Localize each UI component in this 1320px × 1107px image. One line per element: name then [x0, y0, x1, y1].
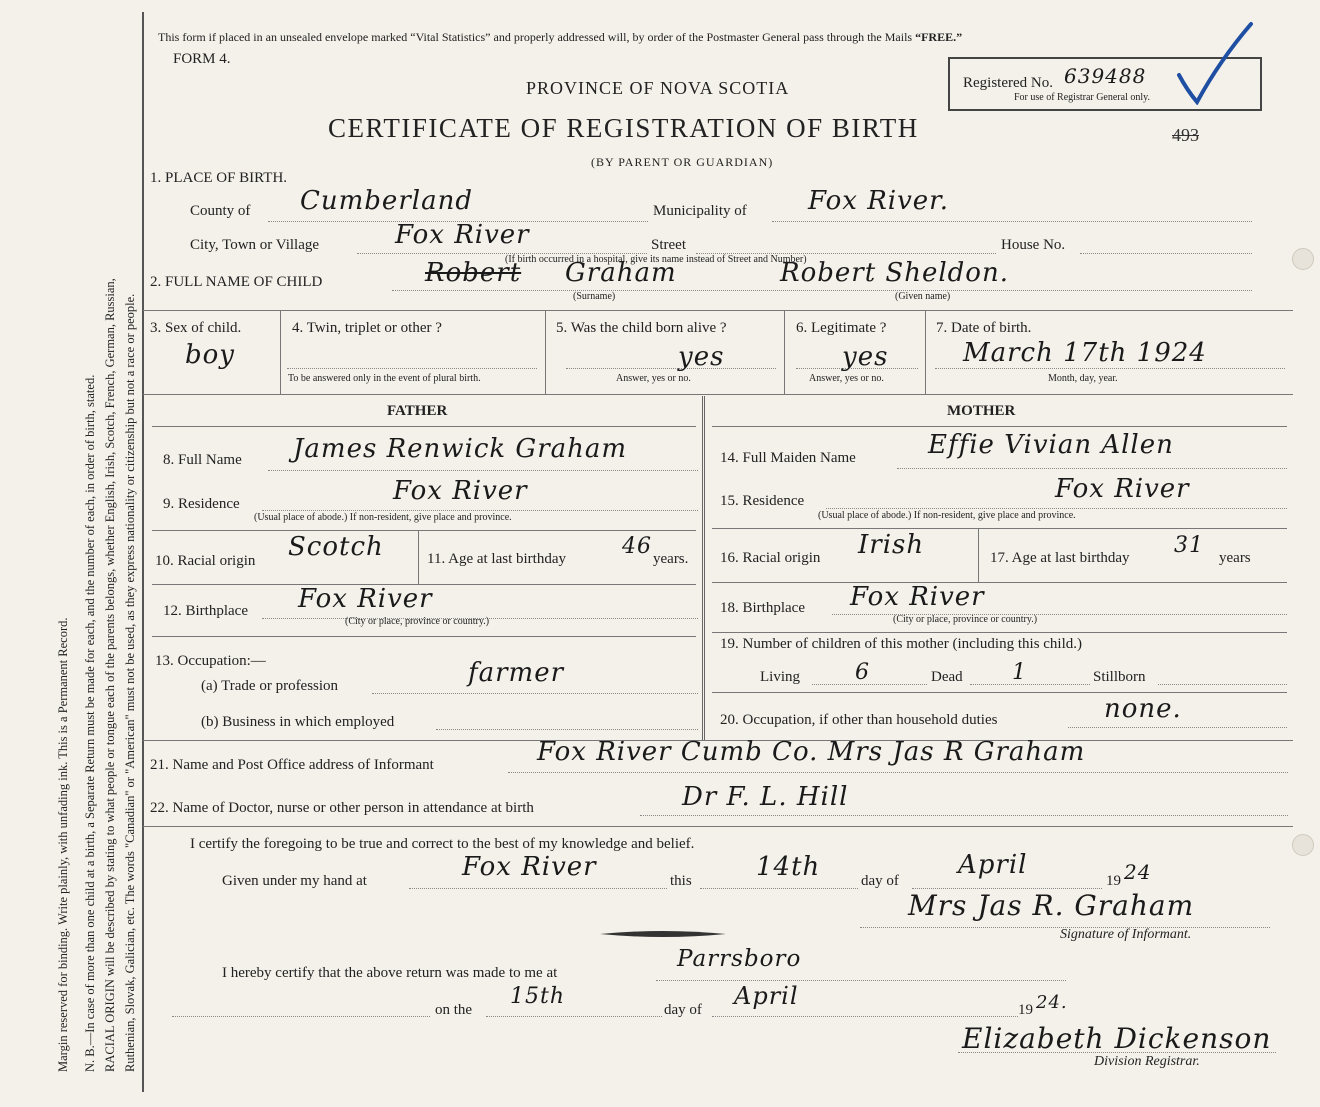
registrar-lead-line [172, 1016, 430, 1017]
given-day-line [700, 888, 858, 889]
certificate-title: CERTIFICATE OF REGISTRATION OF BIRTH [328, 113, 919, 143]
registrar-day-of-label: day of [664, 1002, 702, 1018]
binding-hole-bottom [1292, 834, 1314, 856]
row3-divider-1 [280, 310, 281, 394]
mother-rule-2 [712, 528, 1287, 529]
twin-line [287, 368, 537, 369]
given-day-value: 14th [756, 852, 821, 882]
row3-top-rule [143, 310, 1293, 311]
mother-name-value: Effie Vivian Allen [928, 430, 1174, 460]
given-day-of-label: day of [861, 873, 899, 889]
father-name-line [268, 470, 698, 471]
mother-birthplace-note: (City or place, province or country.) [893, 614, 1038, 625]
mother-name-label: 14. Full Maiden Name [720, 450, 856, 466]
alive-label: 5. Was the child born alive ? [556, 320, 727, 336]
mother-residence-line [826, 508, 1287, 509]
father-occupation-label: 13. Occupation:— [155, 653, 266, 669]
municipality-label: Municipality of [653, 203, 747, 219]
father-name-value: James Renwick Graham [293, 434, 628, 464]
margin-note-line4: Ruthenian, Slovak, Galician, etc. The words "Canadian" or "American" must not be used, as they express nationality or citizenship but not a race or people. [123, 293, 137, 1072]
father-residence-label: 9. Residence [163, 496, 240, 512]
certificate-subtitle: (BY PARENT OR GUARDIAN) [591, 155, 774, 169]
margin-rule [142, 12, 144, 1092]
mother-racial-divider [978, 528, 979, 582]
margin-note-line1: Margin reserved for binding. Write plainly, with unfading ink. This is a Permanent Record. [56, 617, 70, 1072]
father-racial-label: 10. Racial origin [155, 553, 256, 569]
informant-line [508, 772, 1288, 773]
municipality-value: Fox River. [808, 186, 950, 216]
alive-value: yes [678, 342, 725, 372]
dead-value: 1 [1012, 660, 1027, 685]
alive-note: Answer, yes or no. [616, 373, 691, 384]
registrar-day-value: 15th [510, 984, 566, 1009]
mother-residence-value: Fox River [1055, 474, 1190, 504]
father-age-value: 46 [622, 534, 652, 559]
registrar-note: For use of Registrar General only. [1014, 92, 1150, 103]
father-age-unit: years. [653, 551, 689, 567]
living-value: 6 [855, 660, 870, 685]
mother-rule-4 [712, 632, 1287, 633]
registered-label: Registered No. [963, 75, 1053, 91]
mother-rule-1 [712, 426, 1287, 427]
given-year-prefix: 19 [1106, 873, 1121, 889]
mother-heading: MOTHER [947, 403, 1016, 419]
father-residence-line [262, 510, 698, 511]
sex-label: 3. Sex of child. [150, 320, 242, 336]
dead-line [970, 684, 1090, 685]
municipality-line [772, 221, 1252, 222]
legit-note: Answer, yes or no. [809, 373, 884, 384]
father-trade-line [372, 693, 698, 694]
informant-signature: Mrs Jas R. Graham [908, 889, 1195, 922]
row3-divider-4 [925, 310, 926, 394]
row3-divider-3 [784, 310, 785, 394]
dead-label: Dead [931, 669, 963, 685]
house-label: House No. [1001, 237, 1066, 253]
father-heading: FATHER [387, 403, 448, 419]
city-value: Fox River [395, 220, 530, 250]
province-heading: PROVINCE OF NOVA SCOTIA [526, 78, 790, 98]
registrar-statement: I hereby certify that the above return was made to me at [222, 965, 558, 981]
father-trade-value: farmer [468, 658, 565, 688]
form-number: FORM 4. [173, 51, 231, 67]
postal-notice: This form if placed in an unsealed envelope marked “Vital Statistics” and properly addressed will, by order of the Postmaster General pass through the Mails “FREE.” [158, 30, 963, 44]
given-place-line [409, 888, 667, 889]
stillborn-label: Stillborn [1093, 669, 1146, 685]
father-rule-1 [152, 426, 696, 427]
registrar-signature-line [958, 1052, 1276, 1053]
mother-birthplace-value: Fox River [850, 582, 985, 612]
father-rule-2 [152, 530, 696, 531]
row3-divider-2 [545, 310, 546, 394]
child-given-value: Robert Sheldon. [780, 258, 1009, 288]
doctor-line [640, 815, 1288, 816]
mother-age-label: 17. Age at last birthday [990, 550, 1130, 566]
legit-line [796, 368, 918, 369]
hospital-note: (If birth occurred in a hospital, give its name instead of Street and Number) [505, 254, 807, 265]
flourish-rule [598, 926, 728, 942]
registrar-month-line [712, 1016, 1018, 1017]
given-label: Given under my hand at [222, 873, 367, 889]
registered-value: 639488 [1064, 64, 1147, 88]
mother-age-value: 31 [1174, 533, 1204, 558]
surname-caption: (Surname) [573, 291, 616, 302]
mother-racial-label: 16. Racial origin [720, 550, 821, 566]
given-year-value: 24 [1124, 860, 1152, 884]
given-caption: (Given name) [895, 291, 951, 302]
father-birthplace-label: 12. Birthplace [163, 603, 248, 619]
father-rule-4 [152, 636, 696, 637]
father-birthplace-note: (City or place, province or country.) [345, 616, 490, 627]
living-label: Living [760, 669, 800, 685]
mother-racial-value: Irish [858, 530, 925, 560]
child-name-label: 2. FULL NAME OF CHILD [150, 274, 323, 290]
registrar-year-prefix: 19 [1018, 1002, 1033, 1018]
parents-divider [702, 396, 705, 740]
father-abode-note: (Usual place of abode.) If non-resident, give place and province. [254, 512, 512, 523]
certify-top-rule [143, 826, 1293, 827]
checkmark-icon [1175, 20, 1255, 105]
mother-age-unit: years [1219, 550, 1251, 566]
margin-note-line2: N. B.—In case of more than one child at a birth, a Separate Return must be made for each, and the number of each, in order of birth, stated. [83, 374, 97, 1072]
doctor-value: Dr F. L. Hill [682, 782, 849, 812]
informant-value: Fox River Cumb Co. Mrs Jas R Graham [537, 737, 1086, 767]
struck-number: 493 [1172, 125, 1199, 145]
father-name-label: 8. Full Name [163, 452, 242, 468]
registrar-month-value: April [734, 982, 799, 1010]
father-birthplace-value: Fox River [298, 584, 433, 614]
twin-note: To be answered only in the event of plural birth. [288, 373, 481, 384]
house-line [1080, 253, 1252, 254]
county-label: County of [190, 203, 251, 219]
place-heading: 1. PLACE OF BIRTH. [150, 170, 288, 186]
father-business-label: (b) Business in which employed [201, 714, 395, 730]
signature-caption: Signature of Informant. [1060, 927, 1192, 942]
father-trade-label: (a) Trade or profession [201, 678, 339, 694]
child-struck-name: Robert [425, 258, 522, 288]
free-label: “FREE.” [915, 30, 963, 44]
mother-occupation-value: none. [1104, 694, 1182, 724]
legit-value: yes [842, 342, 889, 372]
certify-statement: I certify the foregoing to be true and correct to the best of my knowledge and belief. [190, 836, 695, 852]
twin-label: 4. Twin, triplet or other ? [292, 320, 442, 336]
father-racial-value: Scotch [288, 532, 384, 562]
stillborn-line [1158, 684, 1287, 685]
registrar-caption: Division Registrar. [1094, 1054, 1200, 1069]
informant-label: 21. Name and Post Office address of Informant [150, 757, 434, 773]
child-surname-value: Graham [565, 258, 677, 288]
this-label: this [670, 873, 692, 889]
living-line [812, 684, 927, 685]
children-label: 19. Number of children of this mother (including this child.) [720, 636, 1083, 652]
mother-birthplace-label: 18. Birthplace [720, 600, 805, 616]
registrar-place-value: Parrsboro [677, 946, 802, 972]
dob-note: Month, day, year. [1048, 373, 1118, 384]
alive-line [566, 368, 776, 369]
father-residence-value: Fox River [393, 476, 528, 506]
doctor-label: 22. Name of Doctor, nurse or other person in attendance at birth [150, 800, 534, 816]
given-place-value: Fox River [462, 852, 597, 882]
row3-bottom-rule [143, 394, 1293, 395]
mother-rule-5 [712, 692, 1287, 693]
mother-residence-label: 15. Residence [720, 493, 805, 509]
on-the-label: on the [435, 1002, 473, 1018]
street-label: Street [651, 237, 686, 253]
legit-label: 6. Legitimate ? [796, 320, 887, 336]
mother-name-line [897, 468, 1287, 469]
dob-label: 7. Date of birth. [936, 320, 1032, 336]
registrar-place-line [656, 980, 1066, 981]
child-name-line [392, 290, 1252, 291]
registrar-year-value: 24. [1036, 992, 1068, 1013]
father-racial-divider [418, 530, 419, 584]
sex-value: boy [185, 340, 235, 370]
binding-hole-top [1292, 248, 1314, 270]
mother-occupation-line [1068, 727, 1287, 728]
father-business-line [436, 729, 698, 730]
mother-rule-3 [712, 582, 1287, 583]
dob-value: March 17th 1924 [963, 338, 1207, 368]
county-value: Cumberland [300, 186, 473, 216]
given-month-value: April [958, 850, 1028, 880]
father-age-label: 11. Age at last birthday [427, 551, 566, 567]
city-label: City, Town or Village [190, 237, 320, 253]
mother-abode-note: (Usual place of abode.) If non-resident, give place and province. [818, 510, 1076, 521]
dob-line [935, 368, 1285, 369]
registrar-day-line [486, 1016, 662, 1017]
margin-note-line3: RACIAL ORIGIN will be described by stating to what people or tongue each of the parents belongs, whether English, Irish, Scotch, French, German, Russian, [103, 278, 117, 1072]
mother-occupation-label: 20. Occupation, if other than household duties [720, 712, 998, 728]
registrar-signature: Elizabeth Dickenson [962, 1022, 1272, 1055]
